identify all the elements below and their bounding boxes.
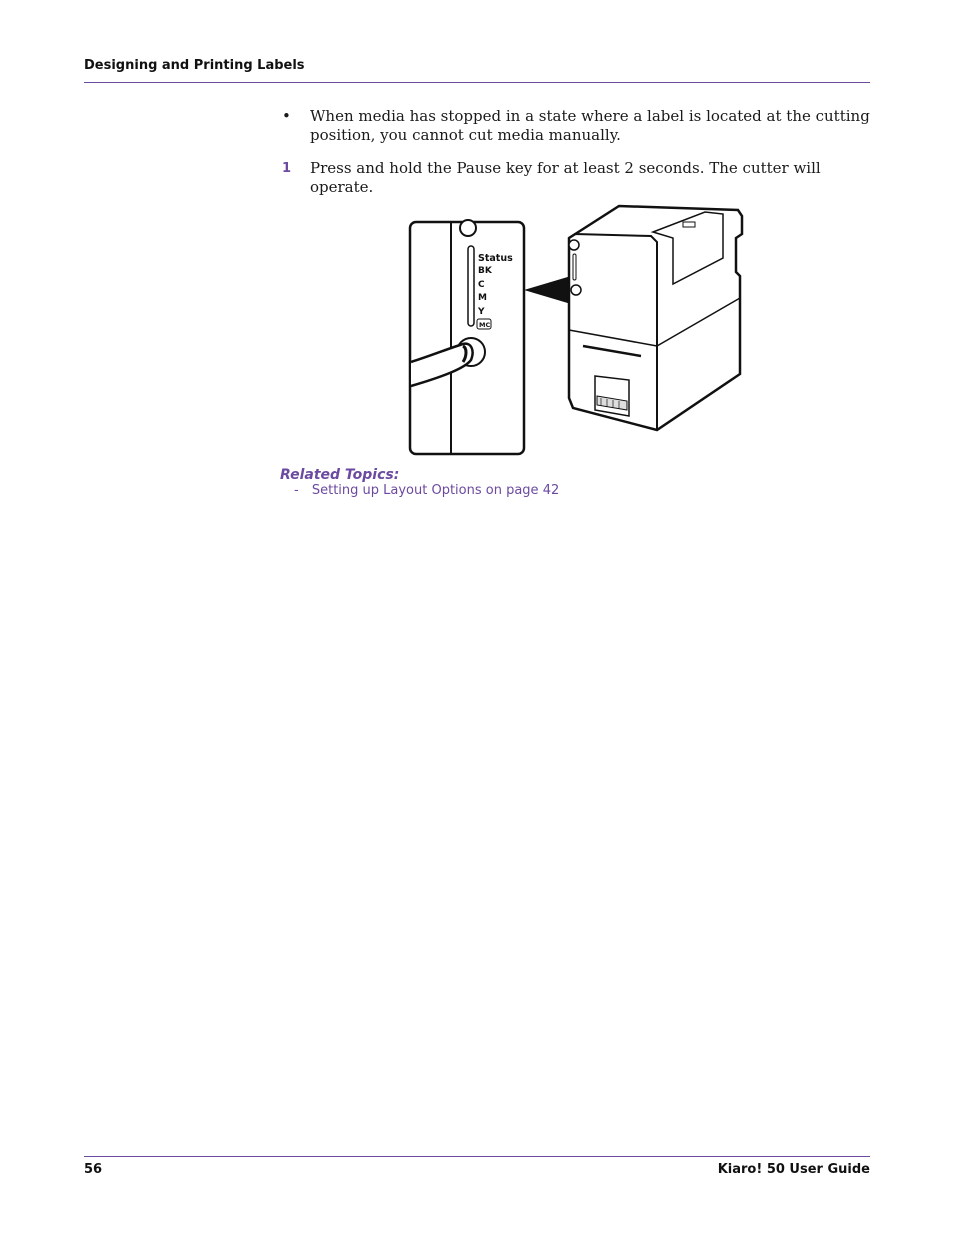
printer-body xyxy=(569,206,742,430)
bullet-mark: • xyxy=(282,107,291,125)
panel-label-mc: MC xyxy=(479,321,491,329)
step-text: Press and hold the Pause key for at least 2 seconds. The cutter will operate. xyxy=(310,159,821,196)
panel-label-status: Status xyxy=(478,253,513,264)
related-topic-dash: - xyxy=(294,483,299,498)
section-title: Designing and Printing Labels xyxy=(84,58,305,73)
control-panel-closeup xyxy=(410,220,524,454)
panel-label-y: Y xyxy=(478,307,485,317)
printer-pause-key-illustration xyxy=(405,198,750,464)
footer-rule xyxy=(84,1156,870,1157)
related-topic-link[interactable] xyxy=(294,483,559,498)
guide-title: Kiaro! 50 User Guide xyxy=(717,1162,870,1177)
header-rule xyxy=(84,82,870,83)
bullet-text: When media has stopped in a state where a label is located at the cutting position, you cannot cut media manually. xyxy=(310,107,870,144)
pointer-triangle xyxy=(524,276,571,304)
bullet-item xyxy=(280,107,870,145)
panel-label-m: M xyxy=(478,293,487,303)
panel-label-c: C xyxy=(478,280,485,290)
page-number: 56 xyxy=(84,1162,103,1177)
panel-label-bk: BK xyxy=(478,266,492,276)
step-number: 1 xyxy=(282,161,292,176)
related-topic-label[interactable]: Setting up Layout Options on page 42 xyxy=(311,483,560,498)
printer-illustration-svg xyxy=(405,198,750,460)
related-topics-heading: Related Topics: xyxy=(280,467,400,483)
step-item xyxy=(280,159,870,197)
